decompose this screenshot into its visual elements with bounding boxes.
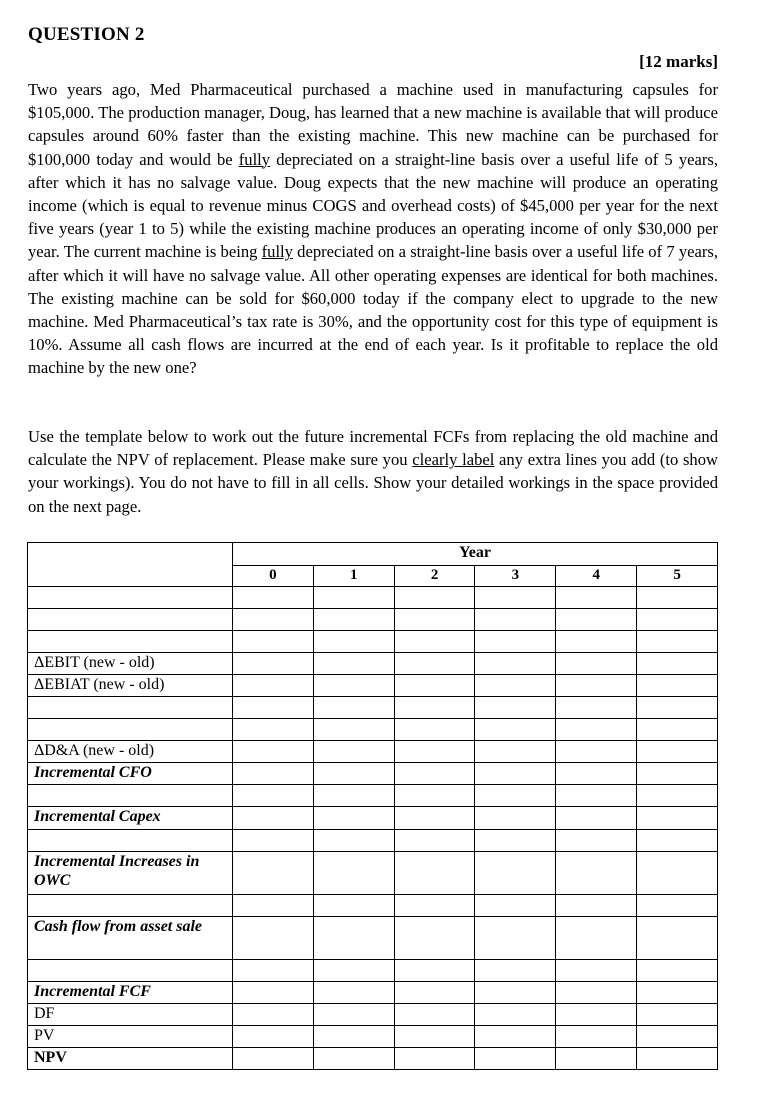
input-cell[interactable] <box>233 763 314 785</box>
input-cell[interactable] <box>394 982 475 1004</box>
year-4-header <box>556 566 637 587</box>
text-segment: Two years ago, Med Pharmaceutical purchased a machine used in manufacturing capsules for $105,000. The production manager, Doug, has learned that a new machine is available that will produce capsules around 60% faster than the existing machine. This new machine can be purchased for $100,000 today and would be <box>28 80 723 169</box>
row-label-cell <box>28 543 233 587</box>
input-cell[interactable] <box>313 763 394 785</box>
year-number: 4 <box>592 567 600 583</box>
input-cell[interactable] <box>637 917 718 960</box>
input-cell[interactable] <box>637 653 718 675</box>
input-cell[interactable] <box>313 960 394 982</box>
input-cell[interactable] <box>637 852 718 895</box>
template-row <box>28 1004 718 1026</box>
row-label: Incremental Increases in OWC <box>28 852 233 895</box>
input-cell[interactable] <box>313 697 394 719</box>
input-cell[interactable] <box>556 719 637 741</box>
input-cell[interactable] <box>556 1004 637 1026</box>
input-cell[interactable] <box>475 741 556 763</box>
input-cell[interactable] <box>313 719 394 741</box>
input-cell[interactable] <box>475 697 556 719</box>
template-row <box>28 785 718 807</box>
template-row <box>28 741 718 763</box>
input-cell[interactable] <box>394 719 475 741</box>
template-row <box>28 653 718 675</box>
year-number: 2 <box>430 567 439 583</box>
input-cell[interactable] <box>394 609 475 631</box>
row-label: Incremental CFO <box>28 763 233 785</box>
row-label: DF <box>28 1004 233 1026</box>
template-row <box>28 960 718 982</box>
year-2-header <box>394 566 475 587</box>
input-cell[interactable] <box>394 807 475 830</box>
input-cell[interactable] <box>556 653 637 675</box>
input-cell[interactable] <box>233 895 314 917</box>
question-title: QUESTION 2 <box>28 24 145 45</box>
input-cell[interactable] <box>475 1004 556 1026</box>
input-cell[interactable] <box>637 697 718 719</box>
input-cell[interactable] <box>637 675 718 697</box>
year-1-header <box>313 566 394 587</box>
template-row <box>28 852 718 895</box>
input-cell[interactable] <box>233 719 314 741</box>
input-cell[interactable] <box>394 1004 475 1026</box>
input-cell[interactable] <box>556 960 637 982</box>
template-row <box>28 719 718 741</box>
template-row <box>28 982 718 1004</box>
input-cell[interactable] <box>556 697 637 719</box>
input-cell[interactable] <box>637 741 718 763</box>
input-cell[interactable] <box>637 1004 718 1026</box>
input-cell[interactable] <box>313 895 394 917</box>
input-cell[interactable] <box>556 741 637 763</box>
input-cell[interactable] <box>313 852 394 895</box>
input-cell[interactable] <box>394 763 475 785</box>
input-cell[interactable] <box>233 785 314 807</box>
input-cell[interactable] <box>394 1048 475 1070</box>
template-row <box>28 830 718 852</box>
row-label: Cash flow from asset sale <box>28 917 233 960</box>
input-cell[interactable] <box>556 1026 637 1048</box>
row-label: PV <box>28 1026 233 1048</box>
input-cell[interactable] <box>394 631 475 653</box>
input-cell[interactable] <box>637 631 718 653</box>
template-row <box>28 631 718 653</box>
template-row <box>28 697 718 719</box>
input-cell[interactable] <box>233 917 314 960</box>
input-cell[interactable] <box>637 807 718 830</box>
input-cell[interactable] <box>475 719 556 741</box>
underlined-text: fully <box>261 242 293 262</box>
input-cell[interactable] <box>313 675 394 697</box>
input-cell[interactable] <box>637 895 718 917</box>
input-cell[interactable] <box>556 982 637 1004</box>
input-cell[interactable] <box>313 830 394 852</box>
template-row <box>28 807 718 830</box>
row-label <box>28 631 233 653</box>
input-cell[interactable] <box>475 1026 556 1048</box>
year-number: 0 <box>269 567 277 583</box>
input-cell[interactable] <box>475 587 556 609</box>
text-segment: depreciated on a straight-line basis over a useful life of 5 years, after which it has no salvage value. Doug expects that the new machine will produce an operating income (which is equal to revenue minus COGS and overhead costs) of $45,000 per year for the next five years (year 1 to 5) while the existing machine produces an operating income of only $30,000 per year. The current machine is being <box>28 149 723 262</box>
underlined-text: fully <box>238 149 271 169</box>
input-cell[interactable] <box>233 653 314 675</box>
input-cell[interactable] <box>637 587 718 609</box>
input-cell[interactable] <box>475 653 556 675</box>
input-cell[interactable] <box>475 1048 556 1070</box>
row-label: Incremental Capex <box>28 807 233 830</box>
input-cell[interactable] <box>233 852 314 895</box>
row-label: ΔEBIAT (new - old) <box>28 675 233 697</box>
input-cell[interactable] <box>475 785 556 807</box>
template-row <box>28 1026 718 1048</box>
input-cell[interactable] <box>394 960 475 982</box>
input-cell[interactable] <box>556 785 637 807</box>
row-label <box>28 719 233 741</box>
input-cell[interactable] <box>475 609 556 631</box>
input-cell[interactable] <box>313 1026 394 1048</box>
input-cell[interactable] <box>475 895 556 917</box>
input-cell[interactable] <box>313 653 394 675</box>
input-cell[interactable] <box>394 653 475 675</box>
input-cell[interactable] <box>637 960 718 982</box>
template-row <box>28 1048 718 1070</box>
input-cell[interactable] <box>637 785 718 807</box>
question-paragraph <box>28 78 723 380</box>
fcf-template-table <box>27 542 718 1070</box>
instructions-paragraph <box>28 425 723 518</box>
input-cell[interactable] <box>394 917 475 960</box>
input-cell[interactable] <box>556 895 637 917</box>
underlined-text: clearly label <box>412 450 495 470</box>
row-label <box>28 587 233 609</box>
template-row <box>28 895 718 917</box>
input-cell[interactable] <box>313 785 394 807</box>
row-label: NPV <box>28 1048 233 1070</box>
input-cell[interactable] <box>475 982 556 1004</box>
input-cell[interactable] <box>233 587 314 609</box>
input-cell[interactable] <box>233 675 314 697</box>
input-cell[interactable] <box>233 960 314 982</box>
input-cell[interactable] <box>394 741 475 763</box>
row-label: Incremental FCF <box>28 982 233 1004</box>
input-cell[interactable] <box>233 1004 314 1026</box>
input-cell[interactable] <box>475 807 556 830</box>
input-cell[interactable] <box>233 830 314 852</box>
template-row <box>28 917 718 960</box>
input-cell[interactable] <box>637 763 718 785</box>
input-cell[interactable] <box>556 675 637 697</box>
input-cell[interactable] <box>233 1048 314 1070</box>
text-segment: Use the template below to work out the future incremental FCFs from replacing the old machine and calculate the NPV of replacement. Please make sure you <box>28 427 723 470</box>
input-cell[interactable] <box>313 587 394 609</box>
template-row <box>28 763 718 785</box>
input-cell[interactable] <box>313 741 394 763</box>
row-label <box>28 785 233 807</box>
marks-label: [12 marks] <box>639 52 718 71</box>
input-cell[interactable] <box>556 807 637 830</box>
input-cell[interactable] <box>556 631 637 653</box>
input-cell[interactable] <box>233 982 314 1004</box>
input-cell[interactable] <box>475 960 556 982</box>
input-cell[interactable] <box>394 830 475 852</box>
input-cell[interactable] <box>313 1004 394 1026</box>
input-cell[interactable] <box>637 982 718 1004</box>
row-label <box>28 830 233 852</box>
input-cell[interactable] <box>394 697 475 719</box>
text-segment: depreciated on a straight-line basis over a useful life of 7 years, after which it will have no salvage value. All other operating expenses are identical for both machines. The existing machine can be sold for $60,000 today if the company elect to upgrade to the new machine. Med Pharmaceutical’s tax rate is 30%, and the opportunity cost for this type of equipment is 10%. Assume all cash flows are incurred at the end of each year. Is it profitable to replace the old machine by the new one? <box>28 242 723 378</box>
input-cell[interactable] <box>556 852 637 895</box>
year-number: 5 <box>673 567 681 583</box>
input-cell[interactable] <box>475 763 556 785</box>
input-cell[interactable] <box>556 917 637 960</box>
input-cell[interactable] <box>313 631 394 653</box>
input-cell[interactable] <box>313 1048 394 1070</box>
row-label <box>28 697 233 719</box>
year-3-header <box>475 566 556 587</box>
text-segment: any extra lines you add (to show your workings). You do not have to fill in all cells. Show your detailed workings in the space provided on the next page. <box>28 450 723 516</box>
input-cell[interactable] <box>313 609 394 631</box>
input-cell[interactable] <box>313 807 394 830</box>
row-label <box>28 895 233 917</box>
input-cell[interactable] <box>233 609 314 631</box>
input-cell[interactable] <box>556 587 637 609</box>
input-cell[interactable] <box>637 1026 718 1048</box>
input-cell[interactable] <box>313 982 394 1004</box>
template-row <box>28 609 718 631</box>
input-cell[interactable] <box>475 852 556 895</box>
input-cell[interactable] <box>394 895 475 917</box>
row-label: ΔEBIT (new - old) <box>28 653 233 675</box>
year-header: Year <box>233 543 718 566</box>
year-number: 1 <box>349 567 358 583</box>
input-cell[interactable] <box>313 917 394 960</box>
year-5-header <box>637 566 718 587</box>
input-cell[interactable] <box>637 830 718 852</box>
input-cell[interactable] <box>394 785 475 807</box>
row-label <box>28 609 233 631</box>
row-label: ΔD&A (new - old) <box>28 741 233 763</box>
row-label <box>28 960 233 982</box>
input-cell[interactable] <box>475 631 556 653</box>
input-cell[interactable] <box>394 1026 475 1048</box>
input-cell[interactable] <box>556 830 637 852</box>
input-cell[interactable] <box>233 807 314 830</box>
template-row <box>28 587 718 609</box>
input-cell[interactable] <box>394 675 475 697</box>
input-cell[interactable] <box>233 741 314 763</box>
input-cell[interactable] <box>637 609 718 631</box>
year-number: 3 <box>511 567 520 583</box>
input-cell[interactable] <box>394 852 475 895</box>
input-cell[interactable] <box>637 1048 718 1070</box>
input-cell[interactable] <box>556 1048 637 1070</box>
year-0-header <box>233 566 314 587</box>
input-cell[interactable] <box>233 631 314 653</box>
input-cell[interactable] <box>233 1026 314 1048</box>
input-cell[interactable] <box>475 830 556 852</box>
input-cell[interactable] <box>475 917 556 960</box>
input-cell[interactable] <box>637 719 718 741</box>
template-row <box>28 675 718 697</box>
input-cell[interactable] <box>233 697 314 719</box>
input-cell[interactable] <box>475 675 556 697</box>
input-cell[interactable] <box>394 587 475 609</box>
input-cell[interactable] <box>556 609 637 631</box>
input-cell[interactable] <box>556 763 637 785</box>
